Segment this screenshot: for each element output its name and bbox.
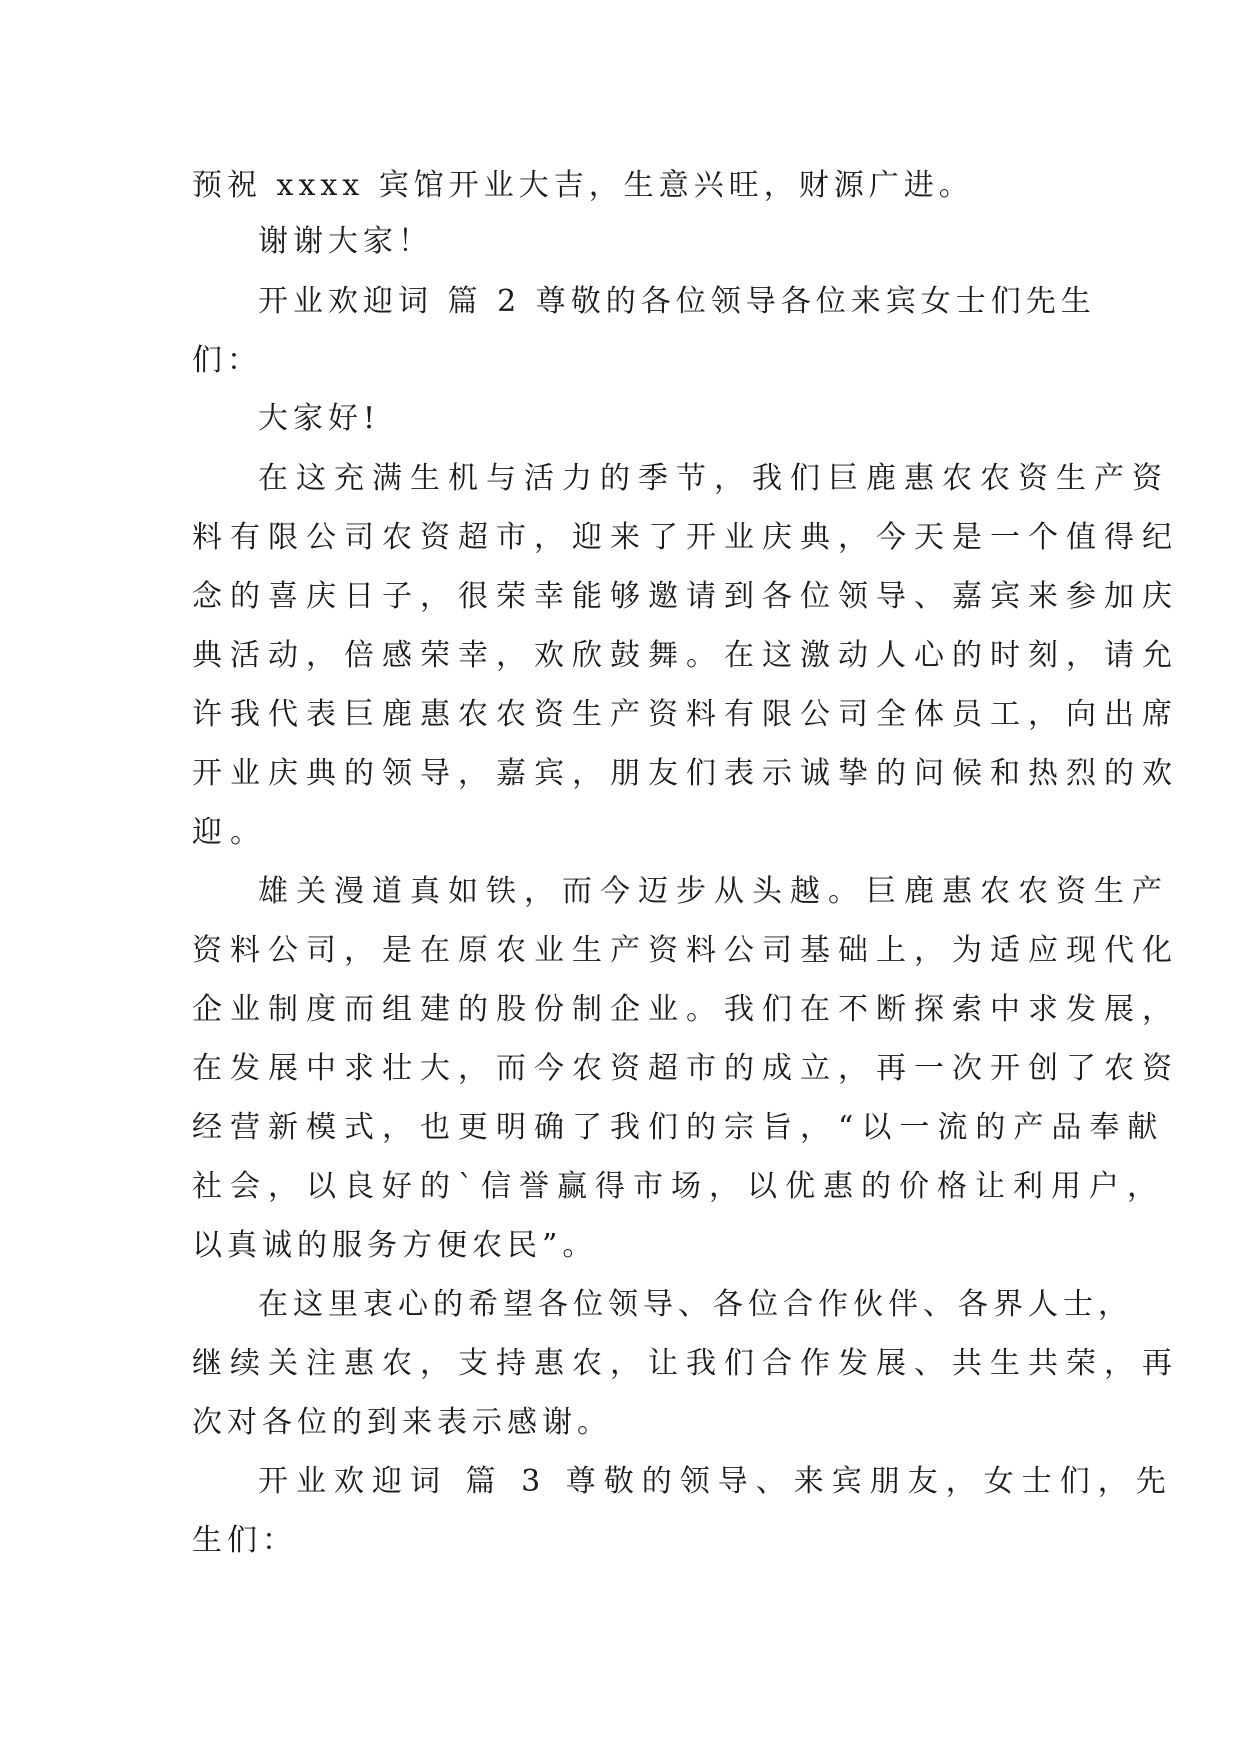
text-line-10: 许我代表巨鹿惠农农资生产资料有限公司全体员工，向出席 — [192, 697, 1180, 732]
text-line-17: 经营新模式，也更明确了我们的宗旨，“以一流的产品奉献 — [192, 1110, 1166, 1145]
text-line-7: 料有限公司农资超市，迎来了开业庆典，今天是一个值得纪 — [192, 520, 1180, 555]
text-line-22: 次对各位的到来表示感谢。 — [192, 1405, 612, 1440]
text-line-20: 在这里衷心的希望各位领导、各位合作伙伴、各界人士， — [258, 1287, 1133, 1322]
text-line-18: 社会，以良好的`信誉赢得市场，以优惠的价格让利用户， — [192, 1169, 1165, 1204]
text-line-23: 开业欢迎词 篇 3 尊敬的领导、来宾朋友，女士们，先 — [258, 1464, 1174, 1499]
text-line-2: 谢谢大家！ — [258, 224, 433, 259]
text-line-16: 在发展中求壮大，而今农资超市的成立，再一次开创了农资 — [192, 1051, 1180, 1086]
text-line-8: 念的喜庆日子，很荣幸能够邀请到各位领导、嘉宾来参加庆 — [192, 579, 1180, 614]
text-line-19: 以真诚的服务方便农民”。 — [192, 1228, 598, 1263]
text-line-14: 资料公司，是在原农业生产资料公司基础上，为适应现代化 — [192, 933, 1180, 968]
text-line-6: 在这充满生机与活力的季节，我们巨鹿惠农农资生产资 — [258, 461, 1170, 496]
text-line-1: 预祝 xxxx 宾馆开业大吉，生意兴旺，财源广进。 — [192, 168, 974, 203]
text-line-5: 大家好! — [258, 401, 381, 436]
text-line-11: 开业庆典的领导，嘉宾，朋友们表示诚挚的问候和热烈的欢 — [192, 756, 1180, 791]
text-line-15: 企业制度而组建的股份制企业。我们在不断探索中求发展， — [192, 992, 1180, 1027]
text-line-9: 典活动，倍感荣幸，欢欣鼓舞。在这激动人心的时刻，请允 — [192, 638, 1180, 673]
text-line-3: 开业欢迎词 篇 2 尊敬的各位领导各位来宾女士们先生 — [258, 284, 1096, 319]
text-line-4: 们： — [192, 343, 262, 378]
text-line-24: 生们： — [192, 1523, 297, 1558]
text-line-13: 雄关漫道真如铁，而今迈步从头越。巨鹿惠农农资生产 — [258, 874, 1170, 909]
text-line-12: 迎。 — [192, 815, 268, 850]
text-line-21: 继续关注惠农，支持惠农，让我们合作发展、共生共荣，再 — [192, 1346, 1180, 1381]
